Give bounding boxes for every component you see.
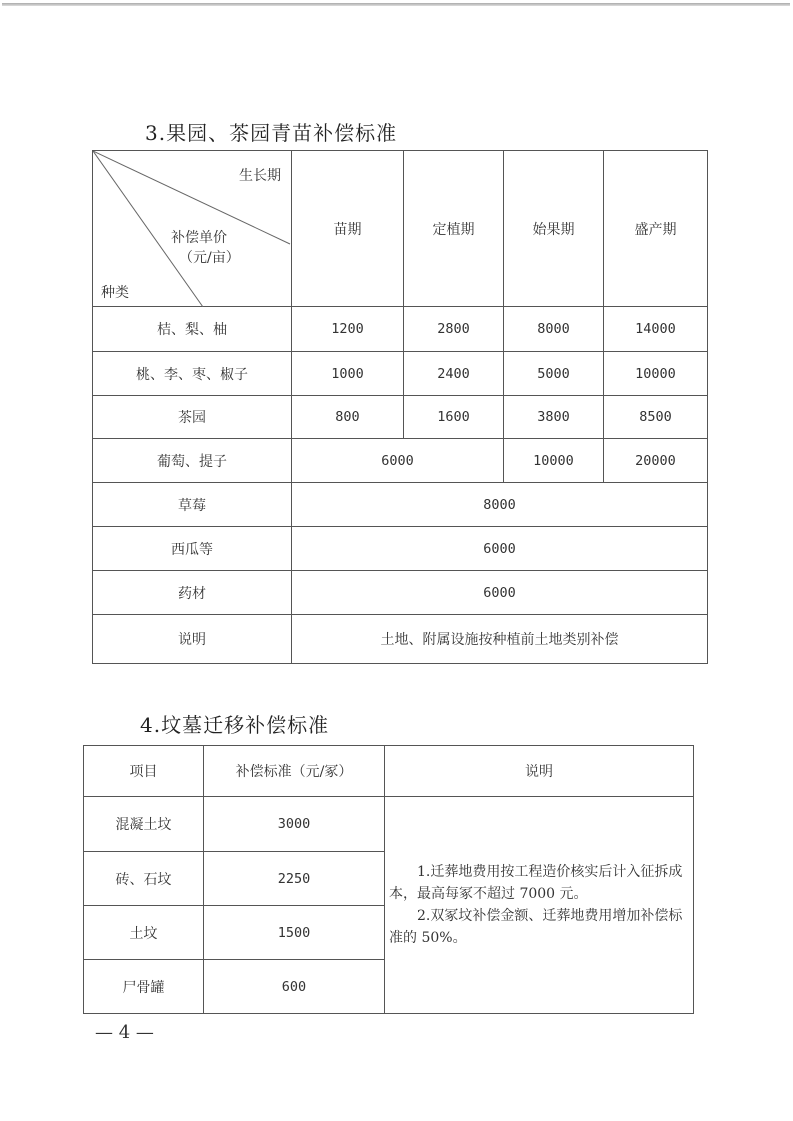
table-header-row [93,151,708,307]
value-cell: 14000 [604,307,708,352]
table-row [84,797,694,852]
value-cell: 2800 [404,307,504,352]
table-row [93,352,708,396]
column-header: 项目 [84,746,204,797]
value-cell: 3800 [504,396,604,439]
note-cell: 土地、附属设施按种植前土地类别补偿 [292,615,708,664]
period-header: 盛产期 [604,151,708,307]
category-cell: 桔、梨、柚 [93,307,292,352]
merged-value-cell: 6000 [292,439,504,483]
value-cell: 2400 [404,352,504,396]
table-row [93,615,708,664]
growth-period-label: 生长期 [239,168,281,184]
table-row [93,439,708,483]
note-item: 1.迁葬地费用按工程造价核实后计入征拆成本，最高每冢不超过 7000 元。 [389,864,683,902]
value-cell: 8500 [604,396,708,439]
category-cell: 草莓 [93,483,292,527]
orchard-compensation-table [92,150,708,664]
category-cell: 药材 [93,571,292,615]
standard-cell: 600 [204,960,385,1014]
merged-value-cell: 6000 [292,527,708,571]
category-cell: 西瓜等 [93,527,292,571]
value-cell: 5000 [504,352,604,396]
note-item: 2.双冢坟补偿金额、迁葬地费用增加补偿标准的 50%。 [389,908,683,946]
standard-cell: 1500 [204,906,385,960]
category-cell: 葡萄、提子 [93,439,292,483]
value-cell: 10000 [604,352,708,396]
notes-cell [385,797,694,1014]
note-label-cell: 说明 [93,615,292,664]
diagonal-header-cell [93,151,292,307]
value-cell: 8000 [504,307,604,352]
item-cell: 土坟 [84,906,204,960]
table-row [93,307,708,352]
category-label: 种类 [101,285,129,301]
section-3-title: 3.果园、茶园青苗补偿标准 [145,121,398,145]
period-header: 苗期 [292,151,404,307]
table-row [93,483,708,527]
table-row [93,571,708,615]
item-cell: 混凝土坟 [84,797,204,852]
scan-edge-line [2,3,790,6]
value-cell: 20000 [604,439,708,483]
period-header: 始果期 [504,151,604,307]
category-cell: 桃、李、枣、椒子 [93,352,292,396]
item-cell: 尸骨罐 [84,960,204,1014]
grave-relocation-table [83,745,694,1014]
value-cell: 800 [292,396,404,439]
merged-value-cell: 6000 [292,571,708,615]
item-cell: 砖、石坟 [84,852,204,906]
table-row [93,527,708,571]
table-row [93,396,708,439]
standard-cell: 2250 [204,852,385,906]
column-header: 补偿标准（元/冢） [204,746,385,797]
category-cell: 茶园 [93,396,292,439]
value-cell: 1000 [292,352,404,396]
unit-price-label: 补偿单价 [171,230,227,246]
section-4-title: 4.坟墓迁移补偿标准 [140,713,330,737]
unit-label: （元/亩） [179,250,240,266]
value-cell: 1600 [404,396,504,439]
value-cell: 10000 [504,439,604,483]
page-number: — 4 — [95,1022,154,1043]
column-header: 说明 [385,746,694,797]
merged-value-cell: 8000 [292,483,708,527]
value-cell: 1200 [292,307,404,352]
table-header-row [84,746,694,797]
period-header: 定植期 [404,151,504,307]
standard-cell: 3000 [204,797,385,852]
